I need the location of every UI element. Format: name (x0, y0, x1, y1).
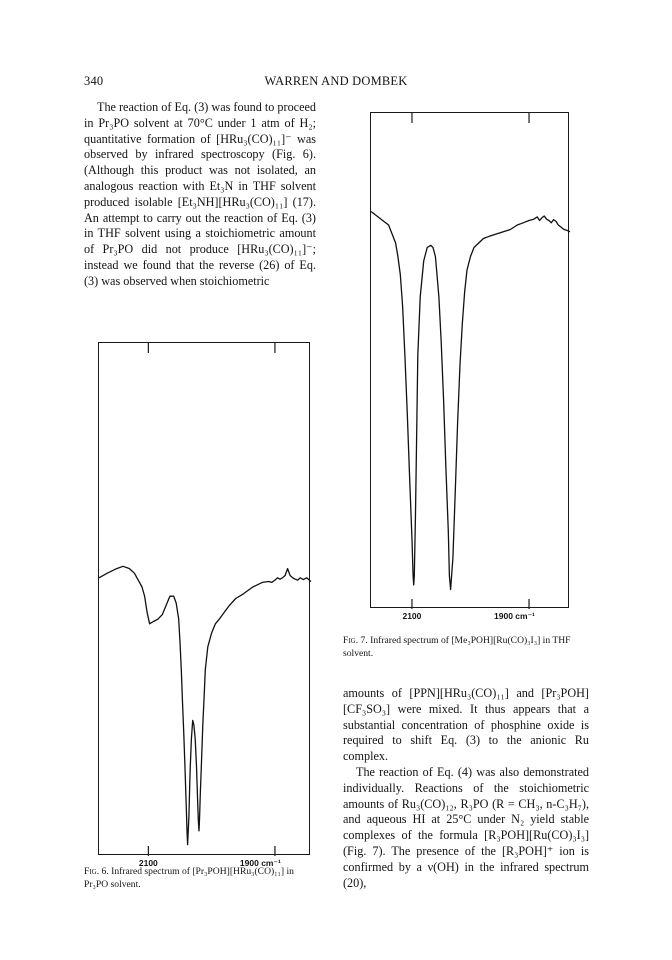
figure-6-spectrum (99, 343, 311, 856)
figure-7-spectrum (371, 113, 570, 609)
figure-6-tick-label-1: 1900 cm⁻¹ (239, 858, 281, 868)
figure-6-caption-label: Fig. 6. (84, 866, 109, 877)
figure-7-caption-text: Infrared spectrum of [Me₃POH][Ru(CO)₃I₃] in THF solvent. (343, 635, 571, 659)
figure-6-trace-0 (99, 566, 311, 844)
figure-7-trace-0 (371, 212, 570, 590)
figure-7-tick-label-0: 2100 (402, 611, 422, 621)
figure-6-caption (84, 866, 320, 891)
figure-6-plot (98, 342, 310, 868)
figure-7-tick-label-1: 1900 cm⁻¹ (494, 611, 535, 621)
right-paragraph-1: amounts of [PPN][HRu₃(CO)₁₁] and [Pr₃POH][CF₃SO₃] were mixed. It thus appears that a substantial concentration of phosphine oxide is required to shift Eq. (3) to the anionic Ru complex. (343, 686, 589, 764)
figure-7-plot (370, 112, 569, 621)
right-paragraph-2: The reaction of Eq. (4) was also demonstrated individually. Reactions of the stoichiometric amounts of Ru₃(CO)₁₂, R₃PO (R = CH₃, n-C₃H₇), and aqueous HI at 25°C under N₂ yield stable complexes of the formula [R₃POH][Ru(CO)₃I₃] (Fig. 7). The presence of the [R₃POH]⁺ ion is confirmed by a ν(OH) in the infrared spectrum (20), (343, 764, 589, 890)
page-number: 340 (84, 74, 104, 88)
figure-6-caption-text: Infrared spectrum of [Pr₃POH][HRu₃(CO)₁₁] in Pr₃PO solvent. (84, 866, 294, 890)
figure-7-caption-label: Fig. 7. (343, 635, 368, 646)
figure-6-tick-label-0: 2100 (138, 858, 158, 868)
running-head: WARREN AND DOMBEK (264, 74, 408, 88)
left-paragraph: The reaction of Eq. (3) was found to proceed in Pr₃PO solvent at 70°C under 1 atm of H₂; quantitative formation of [HRu₃(CO)₁₁]⁻ was observed by infrared spectroscopy (Fig. 6). (Although this product was not isolated, an analogous reaction with Et₃N in THF solvent produced isolable [Et₃NH][HRu₃(CO)₁₁] (17). An attempt to carry out the reaction of Eq. (3) in THF solvent using a stoichiometric amount of Pr₃PO did not produce [HRu₃(CO)₁₁]⁻; instead we found that the reverse (26) of Eq. (3) was observed when stoichiometric (84, 100, 316, 288)
right-column (343, 686, 589, 891)
figure-7-caption (343, 635, 589, 660)
left-column (84, 100, 316, 290)
